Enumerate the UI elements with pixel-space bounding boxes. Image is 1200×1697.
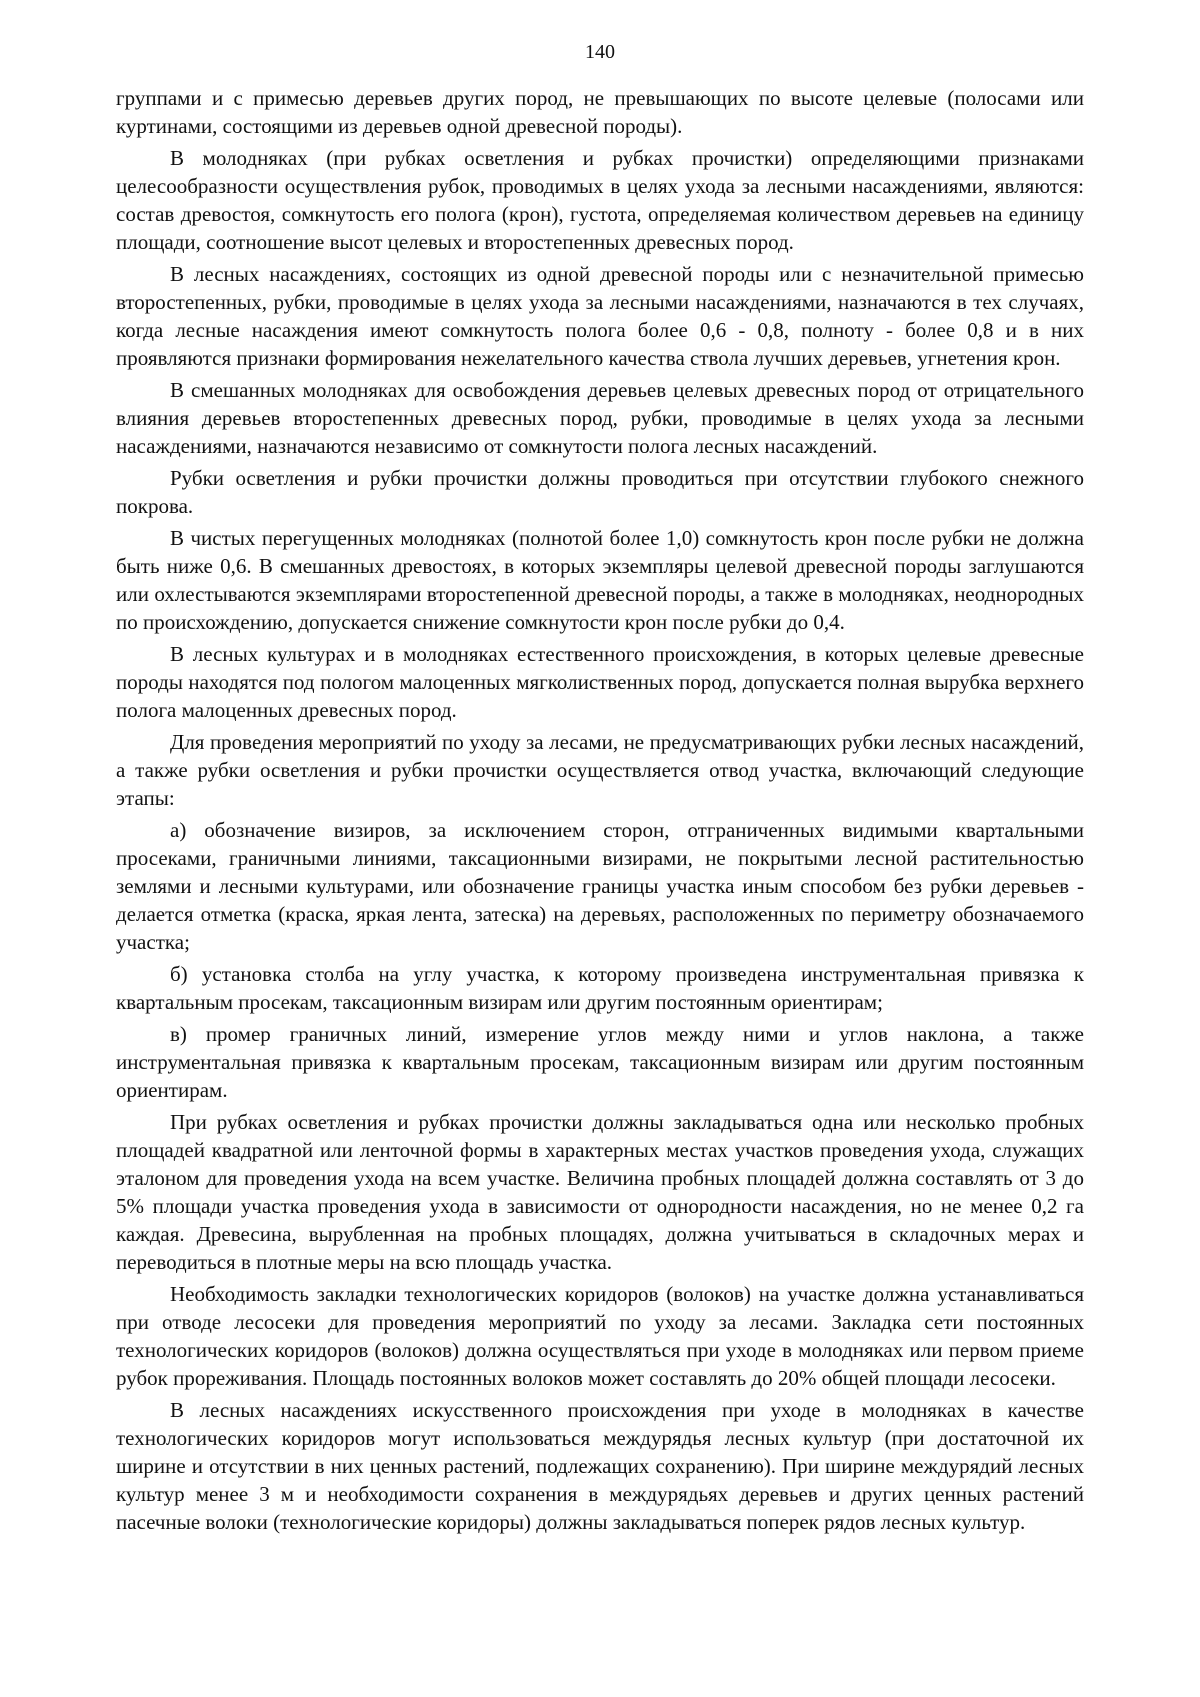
paragraph-thinning-criteria: В молодняках (при рубках осветления и рубках прочистки) определяющими признаками целесообразности осуществления рубок, проводимых в целях ухода за лесными насаждениями, являются: состав древостоя, сомкнутость его полога (крон), густота, определяемая количеством деревьев на единицу площади, соотношение высот целевых и второстепенных древесных пород. <box>116 146 1084 254</box>
paragraph-overstocked-stands: В чистых перегущенных молодняках (полнотой более 1,0) сомкнутость крон после рубки не должна быть ниже 0,6. В смешанных древостоях, в которых экземпляры целевой древесной породы заглушаются или охлестываются экземплярами второстепенной древесной породы, а также в молодняках, неоднородных по происхождению, допускается снижение сомкнутости крон после рубки до 0,4. <box>116 526 1084 634</box>
list-item-c: в) промер граничных линий, измерение углов между ними и углов наклона, а также инструментальная привязка к квартальным просекам, таксационным визирам или другим постоянным ориентирам. <box>116 1022 1084 1102</box>
paragraph-technological-corridors: Необходимость закладки технологических коридоров (волоков) на участке должна устанавливаться при отводе лесосеки для проведения мероприятий по уходу за лесами. Закладка сети постоянных технологических коридоров (волоков) должна осуществляться при уходе в молодняках или первом приеме рубок прореживания. Площадь постоянных волоков может составлять до 20% общей площади лесосеки. <box>116 1282 1084 1390</box>
paragraph-plot-allotment: Для проведения мероприятий по уходу за лесами, не предусматривающих рубки лесных насаждений, а также рубки осветления и рубки прочистки осуществляется отвод участка, включающий следующие этапы: <box>116 730 1084 810</box>
paragraph-mixed-young-stands: В смешанных молодняках для освобождения деревьев целевых древесных пород от отрицательного влияния деревьев второстепенных древесных пород, рубки, проводимые в целях ухода за лесными насаждениями, назначаются независимо от сомкнутости полога лесных насаждений. <box>116 378 1084 458</box>
page-number: 140 <box>585 41 615 63</box>
paragraph-snow-cover: Рубки осветления и рубки прочистки должны проводиться при отсутствии глубокого снежного покрова. <box>116 466 1084 518</box>
paragraph-sample-plots: При рубках осветления и рубках прочистки должны закладываться одна или несколько пробных площадей квадратной или ленточной формы в характерных местах участков проведения ухода, служащих эталоном для проведения ухода на всем участке. Величина пробных площадей должна составлять от 3 до 5% площади участка проведения ухода в зависимости от однородности насаждения, но не менее 0,2 га каждая. Древесина, вырубленная на пробных площадях, должна учитываться в складочных мерах и переводиться в плотные меры на всю площадь участка. <box>116 1110 1084 1274</box>
paragraph-forest-cultures: В лесных культурах и в молодняках естественного происхождения, в которых целевые древесные породы находятся под пологом малоценных мягколиственных пород, допускается полная вырубка верхнего полога малоценных древесных пород. <box>116 642 1084 722</box>
paragraph-pure-stands: В лесных насаждениях, состоящих из одной древесной породы или с незначительной примесью второстепенных, рубки, проводимые в целях ухода за лесными насаждениями, назначаются в тех случаях, когда лесные насаждения имеют сомкнутость полога более 0,6 - 0,8, полноту - более 0,8 и в них проявляются признаки формирования нежелательного качества ствола лучших деревьев, угнетения крон. <box>116 262 1084 370</box>
paragraph-continuation: группами и с примесью деревьев других пород, не превышающих по высоте целевые (полосами или куртинами, состоящими из деревьев одной древесной породы). <box>116 86 1084 138</box>
list-item-a: а) обозначение визиров, за исключением сторон, отграниченных видимыми квартальными просеками, граничными линиями, таксационными визирами, не покрытыми лесной растительностью землями и лесными культурами, или обозначение границы участка иным способом без рубки деревьев - делается отметка (краска, яркая лента, затеска) на деревьях, расположенных по периметру обозначаемого участка; <box>116 818 1084 954</box>
list-item-b: б) установка столба на углу участка, к которому произведена инструментальная привязка к квартальным просекам, таксационным визирам или другим постоянным ориентирам; <box>116 962 1084 1014</box>
document-body <box>116 84 1084 1540</box>
paragraph-artificial-stands: В лесных насаждениях искусственного происхождения при уходе в молодняках в качестве технологических коридоров могут использоваться междурядья лесных культур (при достаточной их ширине и отсутствии в них ценных растений, подлежащих сохранению). При ширине междурядий лесных культур менее 3 м и необходимости сохранения в междурядьях деревьев и других ценных растений пасечные волоки (технологические коридоры) должны закладываться поперек рядов лесных культур. <box>116 1398 1084 1534</box>
